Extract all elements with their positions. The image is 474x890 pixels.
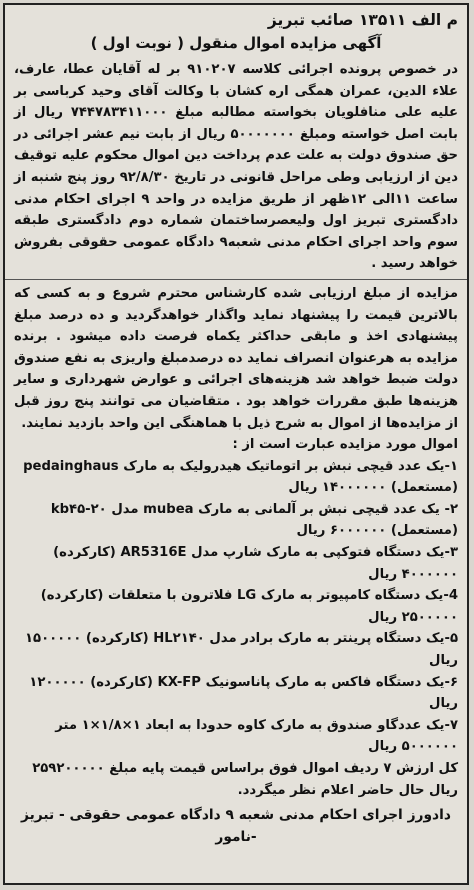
divider bbox=[5, 279, 467, 280]
summary-text: کل ارزش ۷ ردیف اموال فوق براساس قیمت پایه مبلغ ۲۵۹۲۰۰۰۰۰ ریال حال حاضر اعلام نظر میگردد. bbox=[32, 761, 458, 798]
list-item: ۶-یک دستگاه فاکس به مارک پاناسونیک KX-FP (کارکرده) ۱۲۰۰۰۰۰ ریال bbox=[29, 674, 458, 712]
notice-title: آگهی مزایده اموال منقول ( نوبت اول ) bbox=[90, 34, 382, 52]
list-item: ۱-یک عدد قیچی نبش بر اتوماتیک هیدرولیک به مارک pedainghaus (مستعمل) ۱۴۰۰۰۰۰۰ ریال bbox=[23, 458, 458, 496]
signature-line: دادورز اجرای احکام مدنی شعبه ۹ دادگاه عمومی حقوقی - تبریز -نامور bbox=[21, 807, 451, 846]
paragraph-case-details: در خصوص پرونده اجرائی کلاسه ۹۱۰۲۰۷ بر له آقایان عطا، عارف، علاء الدین، عمران همگی اره کشان با وکالت آقای وحید کرباسی بر علیه علی منافلویان بخواسته مطالبه مبلغ ۷۴۴۷۸۳۴۱۱۰۰۰ ریال از بابت اصل خواسته ومبلغ ۵۰۰۰۰۰۰۰ ریال از بابت نیم عشر اجرائی در حق صندوق دولت به علت عدم پرداخت دین اموال محکوم علیه توقیف دین از ارزیابی وطی مراحل قانونی در تاریخ ۹۲/۸/۳۰ روز پنج شنبه از ساعت ۱۱الی ۱۲ظهر از طریق مزایده در واحد ۹ اجرای احکام مدنی دادگستری تبریز اول ولیعصرساختمان شماره دوم دادگستری طبقه سوم واحد اجرای احکام مدنی شعبه۹ دادگاه عمومی حقوقی بفروش خواهد رسید . bbox=[14, 62, 459, 272]
list-item: ۵-یک دستگاه پرینتر به مارک برادر مدل HL۲۱۴۰ (کارکرده) ۱۵۰۰۰۰۰ ریال bbox=[24, 631, 458, 669]
items-list bbox=[14, 434, 458, 801]
header-row bbox=[14, 9, 458, 31]
list-item: 4-یک دستگاه کامپیوتر به مارک LG فلاترون با متعلقات (کارکرده) ۲۵۰۰۰۰۰ ریال bbox=[40, 588, 458, 625]
paragraph-auction-terms: مزایده از مبلغ ارزیابی شده کارشناس محترم شروع و به کسی که بالاترین قیمت را پیشنهاد نماید واگذار خواهدگردید و ده درصد مبلغ پیشنهادی اخذ و مابقی حداکثر یکماه فرصت داده میشود . برنده مزایده به هرعنوان انصراف نماید ده درصدمبلغ واریزی به نفع صندوق دولت ضبط خواهد شد هزینه‌های اجرائی و عوارض شهرداری و سایر هزینه‌ها طبق مقررات خواهد بود . متقاضیان می توانند پنج روز قبل از مزایده‌ها از اموال به شرح ذیل با هماهنگی این واحد بازدید نمایند. bbox=[14, 285, 458, 431]
notice-sheet bbox=[3, 3, 469, 885]
list-item: ۷-یک عددگاو صندوق به مارک کاوه حدودا به ابعاد ۱×۱/۸×۱ متر ۵۰۰۰۰۰۰ ریال bbox=[55, 717, 458, 755]
reference-code: م الف ۱۳۵۱۱ صائب تبریز bbox=[267, 11, 458, 29]
items-title: اموال مورد مزایده عبارت است از : bbox=[232, 437, 458, 453]
list-item: ۳-یک دستگاه فتوکپی به مارک شارپ مدل AR5316E (کارکرده) ۴۰۰۰۰۰۰ ریال bbox=[53, 545, 458, 582]
list-item: ۲- یک عدد قیچی نبش بر آلمانی به مارک mubea مدل ۲۰-kb۴۵ (مستعمل) ۶۰۰۰۰۰۰ ریال bbox=[50, 501, 458, 539]
